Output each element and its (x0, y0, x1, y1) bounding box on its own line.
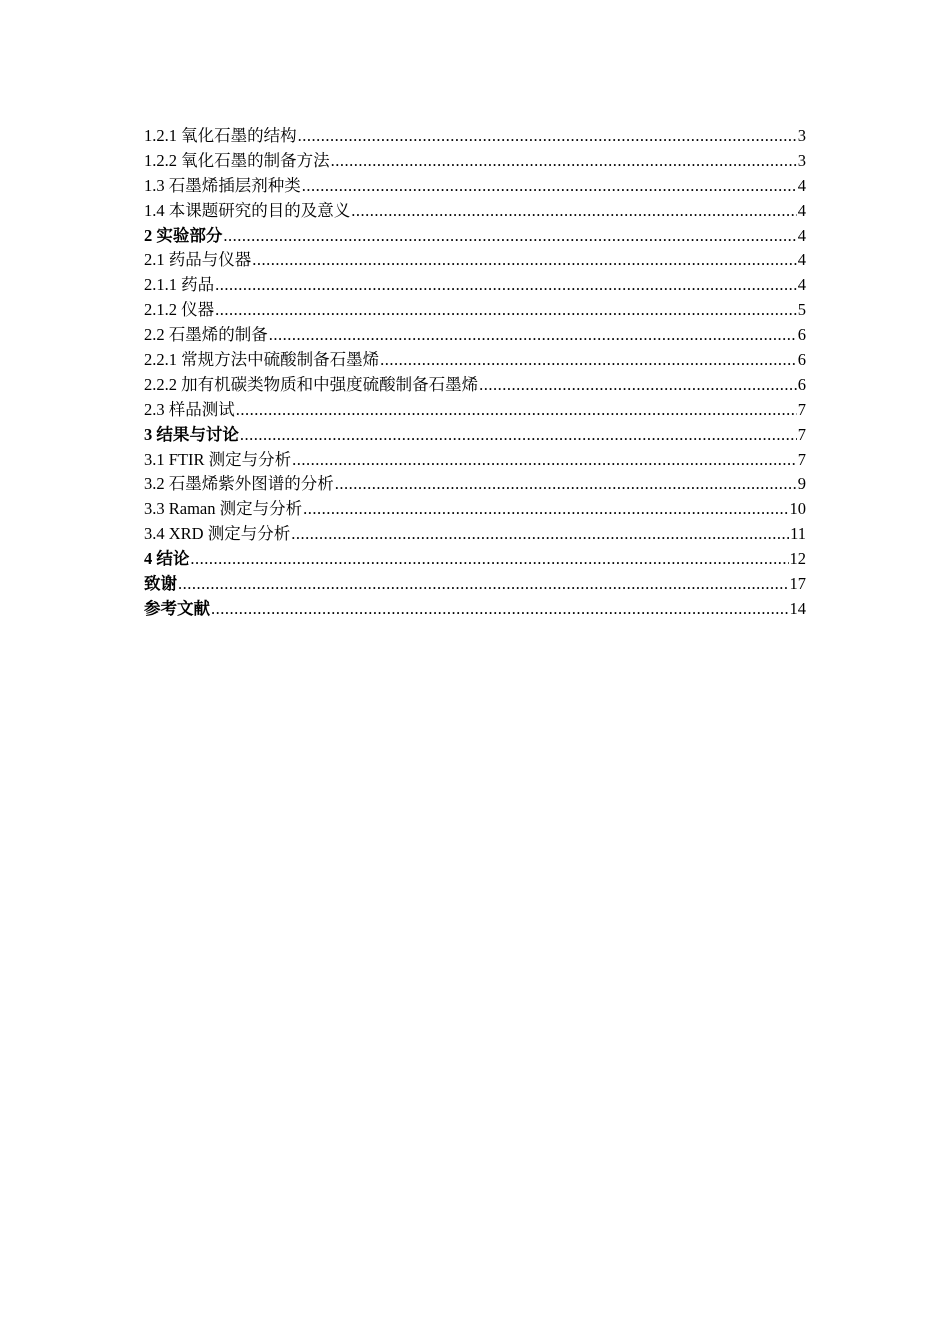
toc-entry-page-number: 4 (797, 275, 806, 295)
toc-entry-title: 3.2 石墨烯紫外图谱的分析 (144, 474, 334, 494)
toc-entry-title: 2.1.2 仪器 (144, 300, 215, 320)
toc-entry[interactable] (144, 224, 806, 249)
toc-entry[interactable] (144, 149, 806, 174)
toc-entry[interactable] (144, 298, 806, 323)
toc-entry-page-number: 10 (789, 499, 806, 519)
toc-entry[interactable] (144, 597, 806, 622)
toc-entry-page-number: 4 (797, 200, 806, 220)
toc-entry-title: 1.4 本课题研究的目的及意义 (144, 200, 351, 220)
toc-entry[interactable] (144, 323, 806, 348)
toc-entry-page-number: 4 (797, 250, 806, 270)
toc-entry-page-number: 6 (797, 325, 806, 345)
toc-entry-title: 2.2.2 加有机碳类物质和中强度硫酸制备石墨烯 (144, 374, 479, 394)
toc-entry-title: 2.1 药品与仪器 (144, 250, 252, 270)
dot-leader (302, 174, 797, 199)
toc-entry-page-number: 7 (797, 449, 806, 469)
toc-entry[interactable] (144, 373, 806, 398)
toc-entry-page-number: 7 (797, 399, 806, 419)
toc-entry-page-number: 5 (797, 300, 806, 320)
dot-leader (335, 472, 797, 497)
toc-entry-page-number: 6 (797, 350, 806, 370)
dot-leader (269, 323, 797, 348)
toc-entry-title: 2.3 样品测试 (144, 399, 235, 419)
dot-leader (215, 273, 797, 298)
toc-entry-title: 1.2.2 氧化石墨的制备方法 (144, 150, 330, 170)
toc-entry-page-number: 6 (797, 374, 806, 394)
toc-entry-title: 2 实验部分 (144, 225, 223, 245)
toc-entry-page-number: 12 (789, 549, 806, 569)
toc-entry-page-number: 4 (797, 225, 806, 245)
toc-entry[interactable] (144, 547, 806, 572)
toc-entry[interactable] (144, 199, 806, 224)
toc-entry[interactable] (144, 522, 806, 547)
dot-leader (252, 248, 797, 273)
toc-entry[interactable] (144, 448, 806, 473)
dot-leader (178, 572, 789, 597)
toc-entry-page-number: 9 (797, 474, 806, 494)
dot-leader (331, 149, 797, 174)
toc-entry-title: 参考文献 (144, 598, 210, 618)
toc-entry-title: 2.1.1 药品 (144, 275, 215, 295)
dot-leader (380, 348, 797, 373)
toc-entry-title: 1.3 石墨烯插层剂种类 (144, 175, 301, 195)
toc-entry[interactable] (144, 248, 806, 273)
table-of-contents (144, 124, 806, 622)
toc-entry[interactable] (144, 423, 806, 448)
toc-entry-title: 2.2 石墨烯的制备 (144, 325, 268, 345)
dot-leader (351, 199, 797, 224)
toc-entry-title: 3.3 Raman 测定与分析 (144, 499, 303, 519)
dot-leader (211, 597, 789, 622)
dot-leader (303, 497, 788, 522)
toc-entry[interactable] (144, 348, 806, 373)
toc-entry-page-number: 7 (797, 424, 806, 444)
dot-leader (236, 398, 797, 423)
toc-entry-title: 2.2.1 常规方法中硫酸制备石墨烯 (144, 350, 380, 370)
dot-leader (240, 423, 797, 448)
toc-entry-title: 4 结论 (144, 549, 190, 569)
toc-entry[interactable] (144, 497, 806, 522)
toc-entry[interactable] (144, 174, 806, 199)
dot-leader (298, 124, 797, 149)
toc-entry[interactable] (144, 124, 806, 149)
toc-entry-title: 3 结果与讨论 (144, 424, 239, 444)
dot-leader (215, 298, 797, 323)
toc-entry-page-number: 11 (790, 524, 806, 544)
toc-entry-page-number: 14 (789, 598, 806, 618)
dot-leader (292, 448, 797, 473)
dot-leader (479, 373, 797, 398)
dot-leader (223, 224, 796, 249)
toc-entry-title: 致谢 (144, 574, 177, 594)
dot-leader (190, 547, 788, 572)
toc-entry-page-number: 17 (789, 574, 806, 594)
toc-entry-page-number: 3 (797, 150, 806, 170)
toc-entry-title: 3.1 FTIR 测定与分析 (144, 449, 292, 469)
toc-entry[interactable] (144, 273, 806, 298)
toc-entry-page-number: 3 (797, 126, 806, 145)
dot-leader (291, 522, 789, 547)
toc-entry-title: 1.2.1 氧化石墨的结构 (144, 126, 297, 145)
toc-entry[interactable] (144, 572, 806, 597)
toc-entry[interactable] (144, 472, 806, 497)
toc-entry[interactable] (144, 398, 806, 423)
toc-entry-page-number: 4 (797, 175, 806, 195)
toc-entry-title: 3.4 XRD 测定与分析 (144, 524, 291, 544)
